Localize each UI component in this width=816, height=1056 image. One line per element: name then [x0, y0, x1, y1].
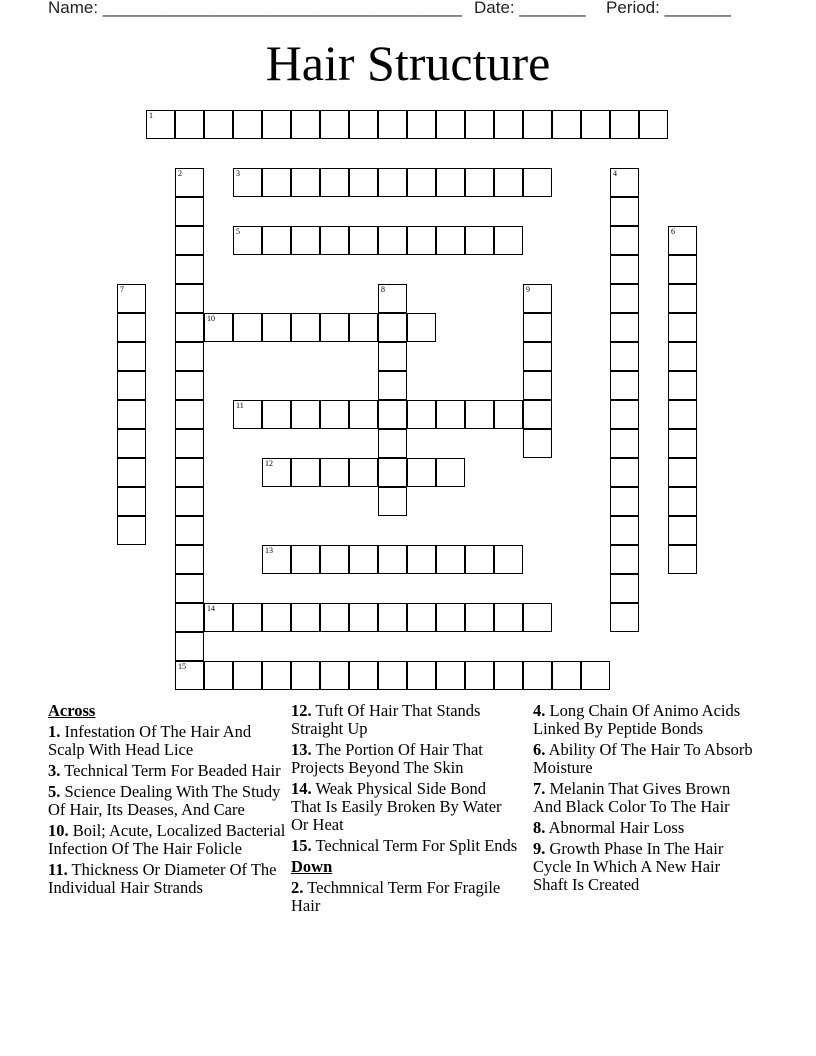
grid-cell[interactable] [175, 429, 204, 458]
grid-cell[interactable] [233, 168, 262, 197]
grid-cell[interactable] [175, 574, 204, 603]
cell-number: 7 [120, 285, 124, 294]
grid-cell[interactable] [668, 516, 697, 545]
clues-column-1 [48, 702, 286, 900]
grid-cell[interactable] [233, 400, 262, 429]
grid-cell[interactable] [610, 371, 639, 400]
grid-cell[interactable] [291, 110, 320, 139]
grid-cell[interactable] [262, 458, 291, 487]
grid-cell[interactable] [610, 400, 639, 429]
grid-cell[interactable] [668, 545, 697, 574]
cell-number: 5 [236, 227, 240, 236]
clue-across-11: 11. Thickness Or Diameter Of The Individual Hair Strands [48, 860, 277, 897]
grid-cell[interactable] [668, 313, 697, 342]
clue-across-10: 10. Boil; Acute, Localized Bacterial Infection Of The Hair Folicle [48, 821, 286, 858]
grid-cell[interactable] [610, 545, 639, 574]
grid-cell[interactable] [233, 313, 262, 342]
clue-down-2: 2. Techmnical Term For Fragile Hair [291, 878, 501, 915]
grid-cell[interactable] [349, 313, 378, 342]
grid-cell[interactable] [378, 458, 407, 487]
grid-cell[interactable] [378, 603, 407, 632]
grid-cell[interactable] [320, 603, 349, 632]
grid-cell[interactable] [610, 574, 639, 603]
clue-down-6: 6. Ability Of The Hair To Absorb Moisture [533, 740, 753, 777]
grid-cell[interactable] [349, 400, 378, 429]
grid-cell[interactable] [204, 603, 233, 632]
grid-cell[interactable] [668, 342, 697, 371]
grid-cell[interactable] [233, 110, 262, 139]
name-line[interactable]: Name: ______________________________________ [48, 0, 463, 17]
grid-cell[interactable] [552, 110, 581, 139]
grid-cell[interactable] [436, 603, 465, 632]
cell-number: 9 [526, 285, 530, 294]
grid-cell[interactable] [378, 400, 407, 429]
cell-number: 3 [236, 169, 240, 178]
grid-cell[interactable] [465, 661, 494, 690]
grid-cell[interactable] [610, 110, 639, 139]
grid-cell[interactable] [349, 110, 378, 139]
grid-cell[interactable] [407, 458, 436, 487]
cell-number: 2 [178, 169, 182, 178]
grid-cell[interactable] [668, 284, 697, 313]
grid-cell[interactable] [610, 313, 639, 342]
grid-cell[interactable] [262, 313, 291, 342]
cell-number: 14 [207, 604, 215, 613]
grid-cell[interactable] [378, 487, 407, 516]
across-heading: Across [48, 701, 96, 720]
grid-cell[interactable] [407, 110, 436, 139]
grid-cell[interactable] [552, 661, 581, 690]
grid-cell[interactable] [436, 110, 465, 139]
clue-across-1: 1. Infestation Of The Hair And Scalp With Head Lice [48, 722, 252, 759]
grid-cell[interactable] [378, 661, 407, 690]
grid-cell[interactable] [175, 632, 204, 661]
grid-cell[interactable] [175, 168, 204, 197]
grid-cell[interactable] [523, 603, 552, 632]
grid-cell[interactable] [668, 429, 697, 458]
clue-across-12: 12. Tuft Of Hair That Stands Straight Up [291, 701, 481, 738]
grid-cell[interactable] [378, 545, 407, 574]
down-heading: Down [291, 857, 333, 876]
grid-cell[interactable] [407, 545, 436, 574]
grid-cell[interactable] [610, 516, 639, 545]
grid-cell[interactable] [146, 110, 175, 139]
grid-cell[interactable] [407, 168, 436, 197]
grid-cell[interactable] [581, 110, 610, 139]
clue-across-14: 14. Weak Physical Side Bond That Is Easily Broken By Water Or Heat [291, 779, 502, 834]
grid-cell[interactable] [523, 400, 552, 429]
grid-cell[interactable] [610, 342, 639, 371]
grid-cell[interactable] [320, 661, 349, 690]
grid-cell[interactable] [291, 168, 320, 197]
grid-cell[interactable] [117, 487, 146, 516]
grid-cell[interactable] [291, 545, 320, 574]
grid-cell[interactable] [465, 110, 494, 139]
period-line[interactable]: Period: _______ [606, 0, 731, 17]
grid-cell[interactable] [465, 545, 494, 574]
grid-cell[interactable] [175, 545, 204, 574]
grid-cell[interactable] [494, 603, 523, 632]
cell-number: 1 [149, 111, 153, 120]
grid-cell[interactable] [320, 168, 349, 197]
grid-cell[interactable] [465, 400, 494, 429]
grid-cell[interactable] [291, 458, 320, 487]
grid-cell[interactable] [378, 110, 407, 139]
clue-across-5: 5. Science Dealing With The Study Of Hair, Its Deases, And Care [48, 782, 281, 819]
grid-cell[interactable] [204, 110, 233, 139]
grid-cell[interactable] [378, 371, 407, 400]
grid-cell[interactable] [668, 371, 697, 400]
grid-cell[interactable] [494, 168, 523, 197]
grid-cell[interactable] [610, 429, 639, 458]
grid-cell[interactable] [117, 429, 146, 458]
clue-down-4: 4. Long Chain Of Animo Acids Linked By Peptide Bonds [533, 701, 741, 738]
grid-cell[interactable] [436, 226, 465, 255]
grid-cell[interactable] [204, 661, 233, 690]
clue-across-3: 3. Technical Term For Beaded Hair [48, 761, 281, 780]
grid-cell[interactable] [378, 342, 407, 371]
grid-cell[interactable] [465, 226, 494, 255]
grid-cell[interactable] [436, 545, 465, 574]
grid-cell[interactable] [175, 603, 204, 632]
grid-cell[interactable] [233, 226, 262, 255]
grid-cell[interactable] [117, 371, 146, 400]
clues-column-3 [533, 702, 753, 897]
cell-number: 13 [265, 546, 273, 555]
grid-cell[interactable] [117, 458, 146, 487]
grid-cell[interactable] [320, 313, 349, 342]
grid-cell[interactable] [523, 661, 552, 690]
grid-cell[interactable] [378, 313, 407, 342]
clue-across-13: 13. The Portion Of Hair That Projects Beyond The Skin [291, 740, 483, 777]
cell-number: 12 [265, 459, 273, 468]
grid-cell[interactable] [610, 226, 639, 255]
grid-cell[interactable] [320, 110, 349, 139]
grid-cell[interactable] [407, 661, 436, 690]
grid-cell[interactable] [436, 400, 465, 429]
grid-cell[interactable] [262, 661, 291, 690]
grid-cell[interactable] [610, 603, 639, 632]
grid-cell[interactable] [175, 313, 204, 342]
grid-cell[interactable] [523, 313, 552, 342]
grid-cell[interactable] [175, 110, 204, 139]
grid-cell[interactable] [407, 400, 436, 429]
grid-cell[interactable] [175, 487, 204, 516]
grid-cell[interactable] [175, 255, 204, 284]
grid-cell[interactable] [262, 603, 291, 632]
cell-number: 8 [381, 285, 385, 294]
grid-cell[interactable] [610, 458, 639, 487]
grid-cell[interactable] [494, 226, 523, 255]
grid-cell[interactable] [349, 545, 378, 574]
grid-cell[interactable] [378, 168, 407, 197]
grid-cell[interactable] [523, 284, 552, 313]
grid-cell[interactable] [610, 487, 639, 516]
grid-cell[interactable] [175, 284, 204, 313]
page-title: Hair Structure [265, 35, 551, 91]
grid-cell[interactable] [349, 661, 378, 690]
grid-cell[interactable] [233, 603, 262, 632]
grid-cell[interactable] [610, 197, 639, 226]
grid-cell[interactable] [291, 226, 320, 255]
grid-cell[interactable] [262, 545, 291, 574]
clue-down-7: 7. Melanin That Gives Brown And Black Color To The Hair [533, 779, 731, 816]
grid-cell[interactable] [378, 429, 407, 458]
grid-cell[interactable] [523, 342, 552, 371]
grid-cell[interactable] [465, 603, 494, 632]
grid-cell[interactable] [320, 400, 349, 429]
grid-cell[interactable] [320, 226, 349, 255]
date-line[interactable]: Date: _______ [474, 0, 586, 17]
cell-number: 6 [671, 227, 675, 236]
grid-cell[interactable] [465, 168, 494, 197]
grid-cell[interactable] [494, 661, 523, 690]
grid-cell[interactable] [378, 284, 407, 313]
grid-cell[interactable] [581, 661, 610, 690]
cell-number: 11 [236, 401, 244, 410]
grid-cell[interactable] [407, 226, 436, 255]
grid-cell[interactable] [175, 226, 204, 255]
grid-cell[interactable] [610, 284, 639, 313]
grid-cell[interactable] [117, 516, 146, 545]
grid-cell[interactable] [117, 284, 146, 313]
grid-cell[interactable] [262, 226, 291, 255]
grid-cell[interactable] [175, 661, 204, 690]
grid-cell[interactable] [175, 400, 204, 429]
grid-cell[interactable] [117, 313, 146, 342]
grid-cell[interactable] [668, 255, 697, 284]
grid-cell[interactable] [668, 487, 697, 516]
grid-cell[interactable] [349, 603, 378, 632]
grid-cell[interactable] [639, 110, 668, 139]
grid-cell[interactable] [494, 110, 523, 139]
grid-cell[interactable] [494, 545, 523, 574]
grid-cell[interactable] [523, 371, 552, 400]
cell-number: 15 [178, 662, 186, 671]
cell-number: 10 [207, 314, 215, 323]
grid-cell[interactable] [262, 168, 291, 197]
grid-cell[interactable] [291, 400, 320, 429]
grid-cell[interactable] [262, 400, 291, 429]
grid-cell[interactable] [291, 313, 320, 342]
grid-cell[interactable] [320, 545, 349, 574]
grid-cell[interactable] [175, 516, 204, 545]
grid-cell[interactable] [291, 603, 320, 632]
grid-cell[interactable] [175, 458, 204, 487]
grid-cell[interactable] [610, 255, 639, 284]
grid-cell[interactable] [175, 197, 204, 226]
grid-cell[interactable] [233, 661, 262, 690]
grid-cell[interactable] [378, 226, 407, 255]
clue-across-15: 15. Technical Term For Split Ends [291, 836, 518, 855]
grid-cell[interactable] [349, 226, 378, 255]
clues-column-2 [291, 702, 519, 918]
grid-cell[interactable] [494, 400, 523, 429]
grid-cell[interactable] [175, 342, 204, 371]
clue-down-9: 9. Growth Phase In The Hair Cycle In Which A New Hair Shaft Is Created [533, 839, 724, 894]
grid-cell[interactable] [349, 458, 378, 487]
grid-cell[interactable] [117, 400, 146, 429]
grid-cell[interactable] [523, 429, 552, 458]
grid-cell[interactable] [204, 313, 233, 342]
grid-cell[interactable] [291, 661, 320, 690]
grid-cell[interactable] [436, 661, 465, 690]
cell-number: 4 [613, 169, 617, 178]
grid-cell[interactable] [262, 110, 291, 139]
clue-down-8: 8. Abnormal Hair Loss [533, 818, 685, 837]
grid-cell[interactable] [523, 168, 552, 197]
grid-cell[interactable] [175, 371, 204, 400]
grid-cell[interactable] [523, 110, 552, 139]
grid-cell[interactable] [436, 458, 465, 487]
grid-cell[interactable] [407, 603, 436, 632]
grid-cell[interactable] [320, 458, 349, 487]
grid-cell[interactable] [436, 168, 465, 197]
grid-cell[interactable] [407, 313, 436, 342]
grid-cell[interactable] [349, 168, 378, 197]
grid-cell[interactable] [668, 400, 697, 429]
grid-cell[interactable] [117, 342, 146, 371]
grid-cell[interactable] [668, 226, 697, 255]
grid-cell[interactable] [610, 168, 639, 197]
grid-cell[interactable] [668, 458, 697, 487]
